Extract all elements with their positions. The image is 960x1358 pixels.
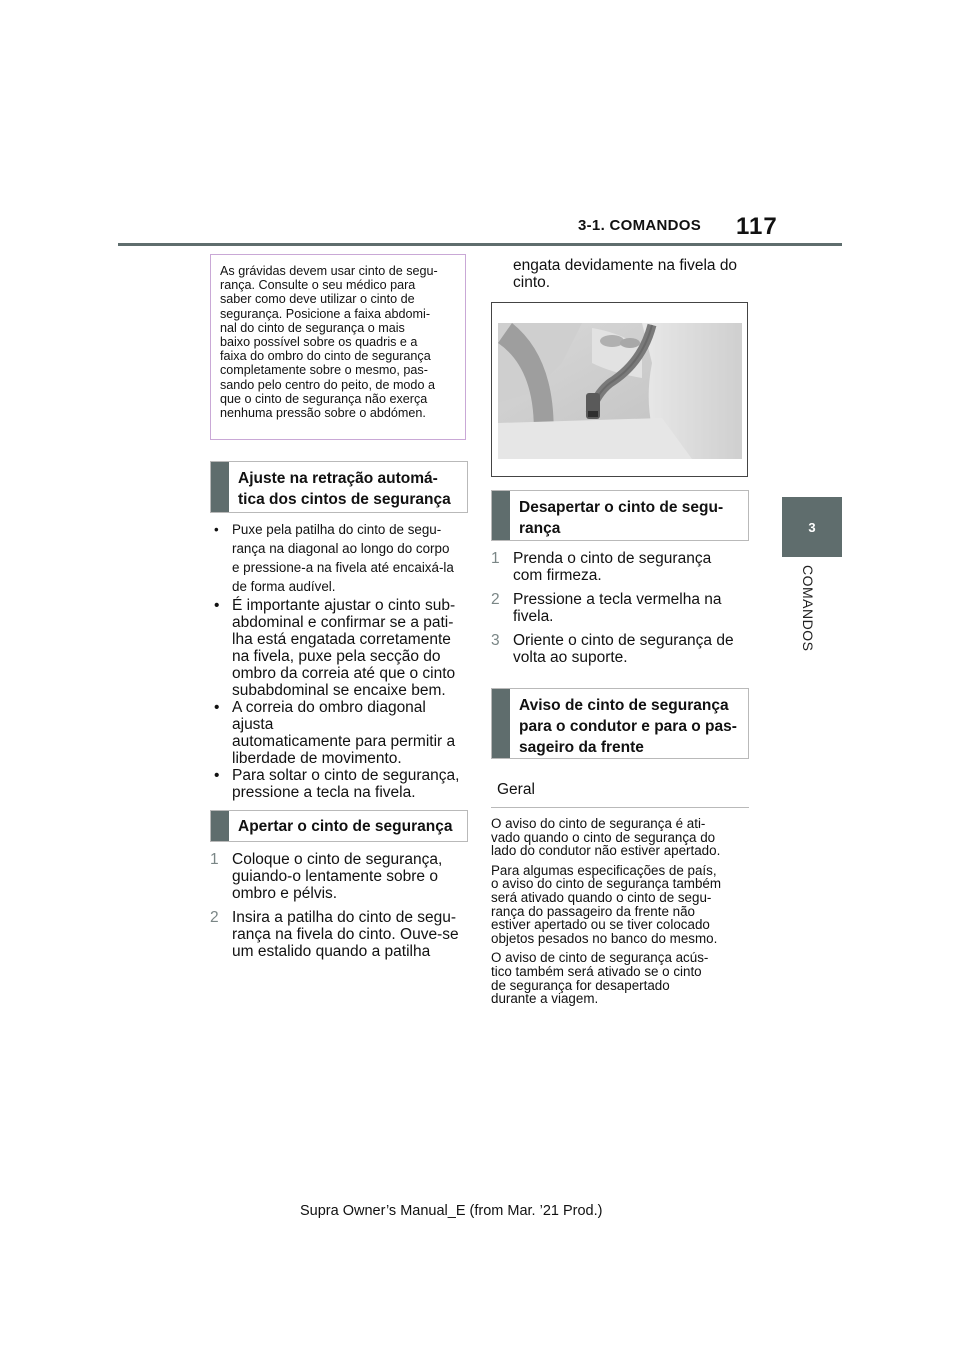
list-item: 3 Oriente o cinto de segurança de volta ao suporte. bbox=[491, 632, 734, 666]
pregnancy-note: As grávidas devem usar cinto de segu- rança. Consulte o seu médico para saber como deve utilizar o cinto de segurança. Posicione a faixa abdomi- nal do cinto de segurança o mais baixo possível sobre os quadris e a faixa do ombro do cinto de segurança completamente sobre o mesmo, pas- sando pelo centro do peito, de modo a que o cinto de segurança não exerça nenhuma pressão sobre o abdómen. bbox=[210, 254, 466, 440]
footer-manual-title: Supra Owner’s Manual_E (from Mar. ’21 Prod.) bbox=[300, 1203, 603, 1219]
step-continuation: engata devidamente na fivela do cinto. bbox=[513, 257, 738, 291]
section-title: 3-1. COMANDOS bbox=[578, 217, 702, 234]
subheading-general: Geral bbox=[491, 772, 749, 808]
list-item: • A correia do ombro diagonal ajusta automaticamente para permitir a liberdade de movimento. bbox=[210, 699, 468, 767]
list-item: 1 Prenda o cinto de segurança com firmeza. bbox=[491, 550, 712, 584]
chapter-tab bbox=[782, 497, 842, 557]
chapter-number: 3 bbox=[808, 519, 816, 535]
list-item: 2 Insira a patilha do cinto de segu- rança na fivela do cinto. Ouve-se um estalido quando a patilha bbox=[210, 909, 459, 960]
chapter-label: COMANDOS bbox=[800, 565, 816, 652]
retraction-instructions bbox=[210, 520, 468, 801]
list-item: 1 Coloque o cinto de segurança, guiando-o lentamente sobre o ombro e pélvis. bbox=[210, 851, 443, 902]
page-number: 117 bbox=[736, 213, 778, 240]
list-item: 2 Pressione a tecla vermelha na fivela. bbox=[491, 591, 722, 625]
seatbelt-buckle-illustration bbox=[492, 303, 747, 476]
list-item: • É importante ajustar o cinto sub- abdominal e confirmar se a pati- lha está engatada corretamente na fivela, puxe pela secção do ombro da correia até que o cinto subabdominal se encaixe bem. bbox=[210, 597, 468, 699]
heading-unfasten-belt: Desapertar o cinto de segu- rança bbox=[491, 490, 749, 541]
header-divider bbox=[118, 243, 842, 246]
heading-fasten-belt: Apertar o cinto de segurança bbox=[210, 810, 468, 842]
heading-belt-warning: Aviso de cinto de segurança para o condutor e para o pas- sageiro da frente bbox=[491, 688, 749, 759]
seatbelt-photo bbox=[491, 302, 748, 477]
heading-retraction-adjust: Ajuste na retração automá- tica dos cintos de segurança bbox=[210, 461, 468, 513]
warning-description: O aviso do cinto de segurança é ati- vado quando o cinto de segurança do lado do condutor não estiver apertado. Para algumas especificações de país, o aviso do cinto de segurança também será ativado quando o cinto de segu- rança do passageiro da frente não estiver apertado ou se tiver colocado objetos pesados no banco do mesmo. O aviso de cinto de segurança acús- tico também será ativado se o cinto de segurança for desapertado durante a viagem. bbox=[491, 816, 722, 1007]
unfasten-steps bbox=[491, 550, 749, 673]
fasten-steps bbox=[210, 851, 468, 967]
list-item: • Para soltar o cinto de segurança, pressione a tecla na fivela. bbox=[210, 767, 468, 801]
list-item: • Puxe pela patilha do cinto de segu- rança na diagonal ao longo do corpo e pressione-a na fivela até encaixá-la de forma audível. bbox=[210, 520, 468, 596]
